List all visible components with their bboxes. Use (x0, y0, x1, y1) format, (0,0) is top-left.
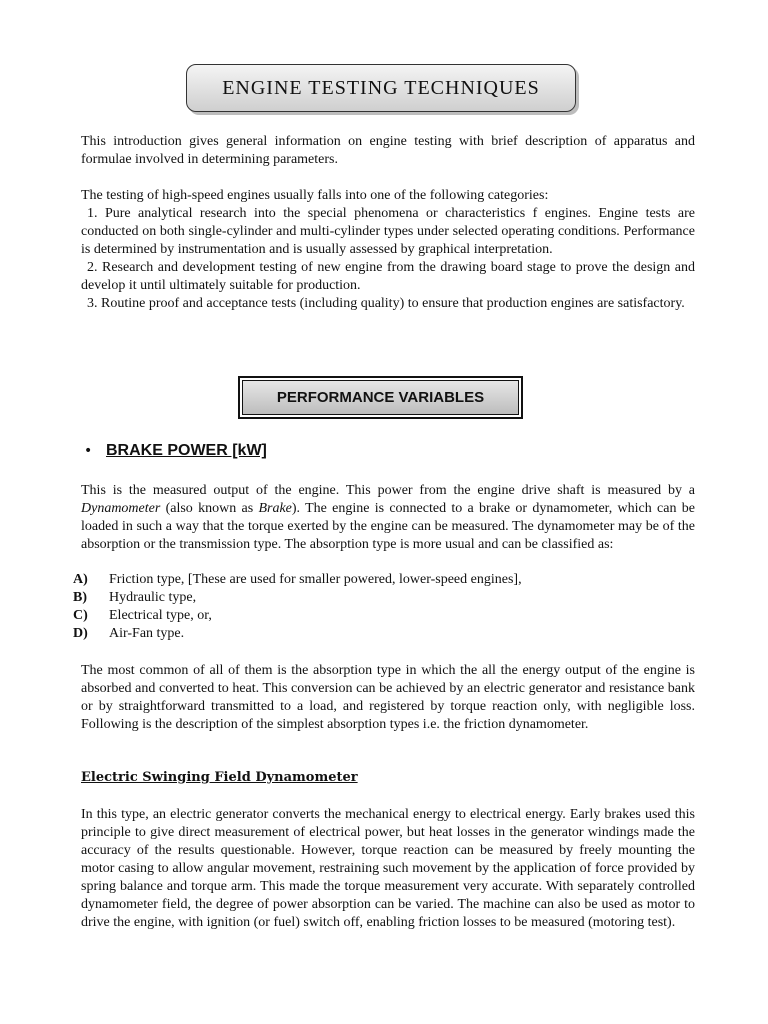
brake-power-heading (84, 442, 267, 460)
list-item-text: Electrical type, or, (109, 608, 212, 623)
category-item-3: 3. Routine proof and acceptance tests (including quality) to ensure that production engines are satisfactory. (87, 296, 685, 311)
bp-em-brake: Brake (258, 501, 292, 516)
list-item (73, 571, 522, 589)
list-item (73, 625, 522, 643)
esfd-heading: Electric Swinging Field Dynamometer (81, 770, 358, 785)
brake-power-paragraph (81, 482, 695, 554)
bp-text-1: This is the measured output of the engine. This power from the engine drive shaft is measured by a (81, 483, 695, 498)
list-item-label: D) (73, 626, 88, 641)
bp-text-3: ). The engine is connected to a brake or dynamometer, which can be loaded in such a way that the torque exerted by the engine can be measured. The dynamometer may be of the absorption or the transmission type. The absorption type is more usual and can be classified as: (81, 501, 695, 552)
bullet-dot-icon: • (84, 443, 93, 459)
absorption-paragraph: The most common of all of them is the absorption type in which the all the energy output of the engine is absorbed and converted to heat. This conversion can be achieved by an electric generator and resistance bank or by straightforward transmitted to a load, and registered by torque reaction only, with negligible loss. Following is the description of the simplest absorption types i.e. the friction dynamometer. (81, 663, 695, 732)
section-title: PERFORMANCE VARIABLES (276, 389, 485, 406)
category-item-2: 2. Research and development testing of new engine from the drawing board stage to prove the design and develop it until ultimately suitable for production. (81, 260, 695, 293)
list-item (73, 607, 522, 625)
intro-paragraph: This introduction gives general information on engine testing with brief description of apparatus and formulae involved in determining parameters. (81, 134, 695, 167)
list-item-label: A) (73, 572, 88, 587)
brake-power-title: BRAKE POWER [kW] (106, 442, 267, 459)
dynamometer-type-list (73, 571, 522, 643)
esfd-paragraph: In this type, an electric generator converts the mechanical energy to electrical energy. Early brakes used this principle to give direct measurement of electrical power, but heat losses in the generator windings made the accuracy of the results questionable. However, torque reaction can be measured by freely mounting the motor casing to allow angular movement, restraining such movement by the application of force provided by spring balance and torque arm. This made the torque measurement very accurate. With separately controlled dynamometer field, the degree of power absorption can be varied. The machine can also be used as motor to drive the engine, with ignition (or fuel) switch off, enabling friction losses to be measured (motoring test). (81, 807, 695, 930)
section-title-box (238, 376, 523, 419)
bp-em-dynamometer: Dynamometer (81, 501, 161, 516)
list-item-label: C) (73, 608, 88, 623)
categories-block (81, 187, 695, 313)
category-item-1: 1. Pure analytical research into the special phenomena or characteristics f engines. Engine tests are conducted on both single-cylinder and multi-cylinder types under selected operating conditions. Performance is determined by instrumentation and is usually assessed by graphical interpretation. (81, 206, 695, 257)
title-frame (186, 64, 576, 112)
section-frame-outer (238, 376, 523, 419)
section-frame-inner (242, 380, 519, 415)
list-item-text: Air-Fan type. (109, 626, 185, 641)
categories-lead: The testing of high-speed engines usually falls into one of the following categories: (81, 188, 549, 203)
page-title: ENGINE TESTING TECHNIQUES (222, 76, 540, 99)
list-item (73, 589, 522, 607)
list-item-text: Friction type, [These are used for smaller powered, lower-speed engines], (109, 572, 522, 587)
list-item-text: Hydraulic type, (109, 590, 197, 605)
title-box (186, 64, 576, 112)
list-item-label: B) (73, 590, 87, 605)
bp-text-2: (also known as (160, 501, 259, 516)
